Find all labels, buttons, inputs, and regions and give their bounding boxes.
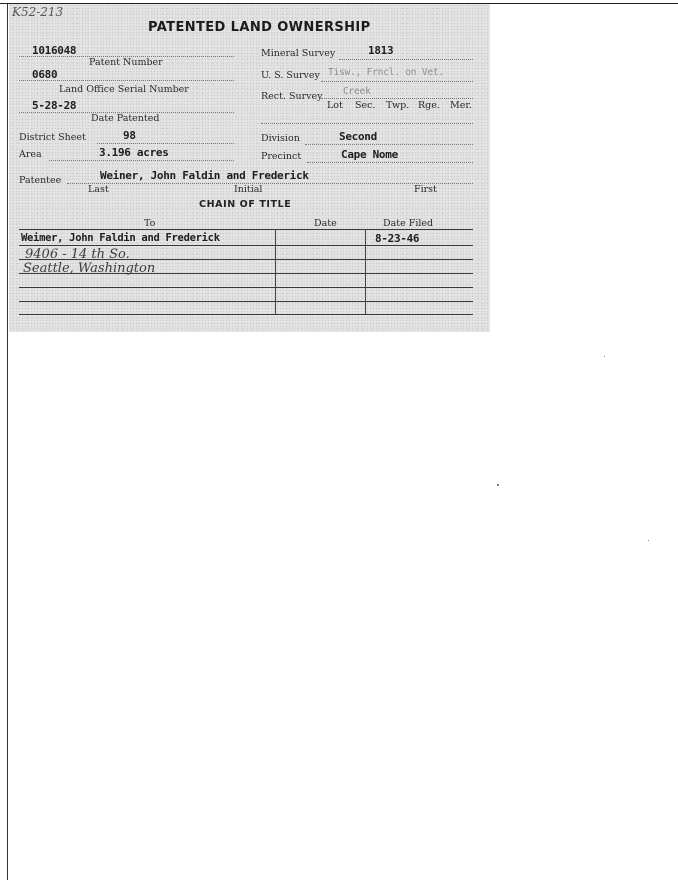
handwritten-address-line-2: Seattle, Washington — [23, 261, 156, 276]
precinct-value: Cape Nome — [341, 148, 398, 161]
patentee-last-caption: Last — [88, 184, 109, 195]
rect-col-twp: Twp. — [386, 100, 410, 111]
mineral-survey-value: 1813 — [368, 44, 394, 57]
patentee-initial-caption: Initial — [234, 184, 263, 195]
ownership-card — [9, 4, 490, 332]
mineral-survey-line — [339, 59, 473, 60]
precinct-line — [307, 162, 473, 163]
rect-col-rge: Rge. — [418, 100, 440, 111]
chain-header-to: To — [144, 218, 156, 229]
patent-number-value: 1016048 — [32, 44, 77, 57]
area-value: 3.196 acres — [99, 146, 169, 159]
district-sheet-value: 98 — [123, 129, 136, 142]
rect-survey-value: Creek — [343, 86, 371, 97]
chain-table-rule — [19, 287, 473, 288]
date-patented-value: 5-28-28 — [32, 99, 77, 112]
serial-number-line — [19, 80, 234, 81]
us-survey-value: Tisw., Frncl. on Vet. — [328, 67, 444, 78]
scan-speck — [497, 484, 499, 486]
rect-col-sec: Sec. — [355, 100, 376, 111]
precinct-label: Precinct — [261, 151, 302, 162]
corner-note: K52-213 — [12, 5, 64, 19]
patent-number-label: Patent Number — [89, 57, 163, 68]
district-sheet-label: District Sheet — [19, 132, 86, 143]
patentee-value: Weiner, John Faldin and Frederick — [100, 169, 309, 182]
rect-survey-label: Rect. Survey — [261, 91, 323, 102]
division-line — [305, 144, 473, 145]
rect-col-lot: Lot — [327, 100, 343, 111]
handwritten-address-line-1: 9406 - 14 th So. — [25, 247, 130, 262]
chain-table-divider — [365, 229, 366, 314]
page-edge-left — [7, 4, 8, 880]
card-title: PATENTED LAND OWNERSHIP — [148, 20, 371, 35]
chain-row-date-filed: 8-23-46 — [375, 232, 420, 245]
division-label: Division — [261, 133, 300, 144]
chain-table-rule — [19, 229, 473, 230]
date-patented-label: Date Patented — [91, 113, 160, 124]
scan-speck — [604, 356, 605, 357]
rect-survey-line — [321, 98, 473, 99]
chain-of-title-heading: CHAIN OF TITLE — [199, 199, 292, 210]
chain-table-divider — [275, 229, 276, 314]
scan-speck — [648, 540, 649, 541]
chain-table-rule — [19, 301, 473, 302]
chain-header-date: Date — [314, 218, 337, 229]
chain-table-rule — [19, 245, 473, 246]
district-sheet-line — [97, 143, 234, 144]
patentee-label: Patentee — [19, 175, 62, 186]
rect-col-mer: Mer. — [450, 100, 472, 111]
rect-values-line — [261, 123, 473, 124]
patentee-first-caption: First — [414, 184, 437, 195]
mineral-survey-label: Mineral Survey — [261, 48, 336, 59]
serial-number-label: Land Office Serial Number — [59, 84, 189, 95]
us-survey-label: U. S. Survey — [261, 70, 320, 81]
area-line — [49, 160, 234, 161]
chain-table-rule — [19, 314, 473, 315]
area-label: Area — [19, 149, 42, 160]
division-value: Second — [339, 130, 377, 143]
us-survey-line — [321, 81, 473, 82]
chain-header-date-filed: Date Filed — [383, 218, 434, 229]
chain-row-to: Weimer, John Faldin and Frederick — [21, 232, 220, 244]
serial-number-value: 0680 — [32, 68, 58, 81]
patentee-line — [67, 183, 473, 184]
